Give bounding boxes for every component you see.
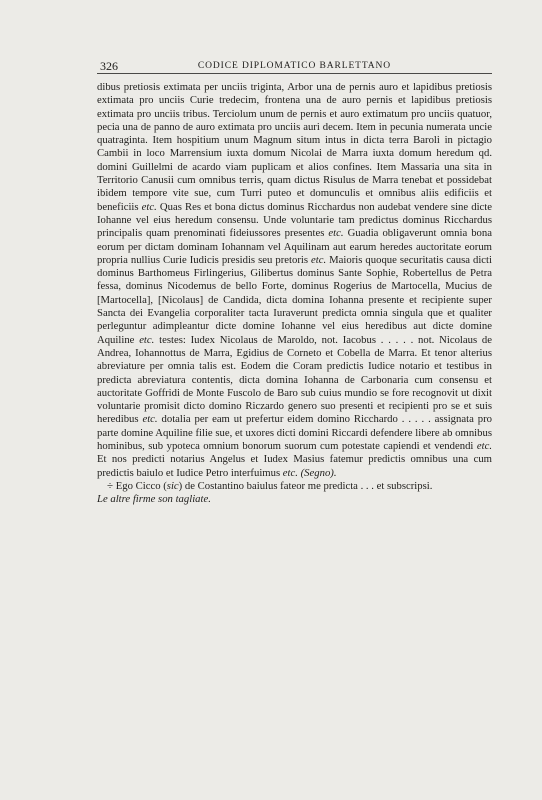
text-run: dibus pretiosis extimata per unciis triginta, Arbor una de pernis auro et lapidibus pretiosis extimata pro unciis Curie tredecim, frontena una de auro pernis et lapidibus pretiosis extimata pro unciis tribus. Terciolum unum de pernis et auro extimatum pro unciis quatuor, pecia una de panno de auro extimata pro unciis auri decem. Item in pecunia numerata uncie quatraginta. Item hospitium unum Magnum situm intus in dicta terra Baroli in pictagio Cambii in loco Marrensium iuxta domum Nicolai de Marra iuxta domum heredum qd. domini Guillelmi de acardo viam puplicam et alios confines. Item Massaria una sita in Territorio Canusii cum omnibus terris, quam dictus Risulus de Marra tenebat et possidebat ibidem tempore vite sue, cum Turri puteo et domunculis et omnibus aliis edificiis et beneficiis [97,81,492,213]
italic-text-run: Le altre firme son tagliate. [97,493,211,506]
text-run: dotalia per eam ut prefertur eidem domino Ricchardo . . . . . assignata pro parte domine Aquiline filie sue, et uxores dicti domini Riccardi defendere libere ab omnibus hominibus, sub ypoteca omnium bonorum suorum cum potestate capiendi et vendendi [97,413,492,453]
text-run: Guadia obligaverunt omnia bona eorum per dictam dominam Iohannam vel Aquilinam aut earum heredes auctoritate eorum propria nullius Curie Iudicis presidis seu pretoris [97,227,492,266]
text-run: Et nos predicti notarius Angelus et Iudex Masius fatemur predictis omnibus una cum predictis baiulo et Iudice Petro interfuimus [97,453,492,479]
italic-text-run: etc. [476,440,492,453]
page-header [97,58,492,78]
italic-text-run: etc. [141,200,157,213]
running-title: CODICE DIPLOMATICO BARLETTANO [197,61,392,71]
cross-mark: ÷ [107,479,114,492]
text-run: testes: Iudex Nicolaus de Maroldo, not. Iacobus . . . . . not. Nicolaus de Andrea, Iohannottus de Marra, Egidius de Corneto et Cobella de Marra. Et tenor alterius abreviature per omnia talis est. Eodem die Coram predictis Iudice notario et testibus in predicta abreviatura contentis, dicta domina Iohanna de Carbonaria cum consensu et auctoritate Goffridi de Monte Fuscolo de Baro sub cuius mundio se fore recognovit ut dixit voluntarie promisit dicto domino Riczardo genero suo presenti et recipienti pro se et suis heredibus [97,333,492,426]
header-rule [97,73,492,74]
closing-note [97,493,492,506]
page-number: 326 [100,59,118,73]
text-run: Maioris quoque securitatis causa dicti dominus Barthomeus Firlingerius, Gilibertus dominus Sante Sophie, Robertellus de Petra fessa, dominus Nicodemus de bello Forte, dominus Rogerius de Martocella, Mucius de [Martocella], [Nicolaus] de Candida, dicta domina Iohanna presente et recipiente super Sancta dei Evangelia corporaliter tacta Iuraverunt predicta omnia singula que et qualiter perleguntur adimpleantur dicte domine Iohanne vel eius heredibus aut dicte domine Aquiline [97,253,492,346]
italic-text-run: etc. [282,466,298,479]
text-run: Ego Cicco ( [113,479,167,492]
italic-text-run: etc. [328,227,344,240]
text-run: ) de Costantino baiulus fateor me predicta . . . et subscripsi. [178,479,433,492]
italic-text-run: etc. [142,413,158,426]
signature-line [97,480,492,493]
document-body [97,81,492,507]
italic-text-run: (Segno). [300,466,337,479]
italic-text-run: etc. [139,333,155,346]
italic-text-run: etc. [311,253,327,266]
text-run: Quas Res et bona dictus dominus Ricchardus non audebat vendere sine dicte Iohanne vel eius heredum consensu. Unde voluntarie tam predictus dominus Ricchardus principalis quam prenominati fideiussores presentes [97,200,492,240]
italic-text-run: sic [166,479,179,492]
main-paragraph [97,81,492,480]
